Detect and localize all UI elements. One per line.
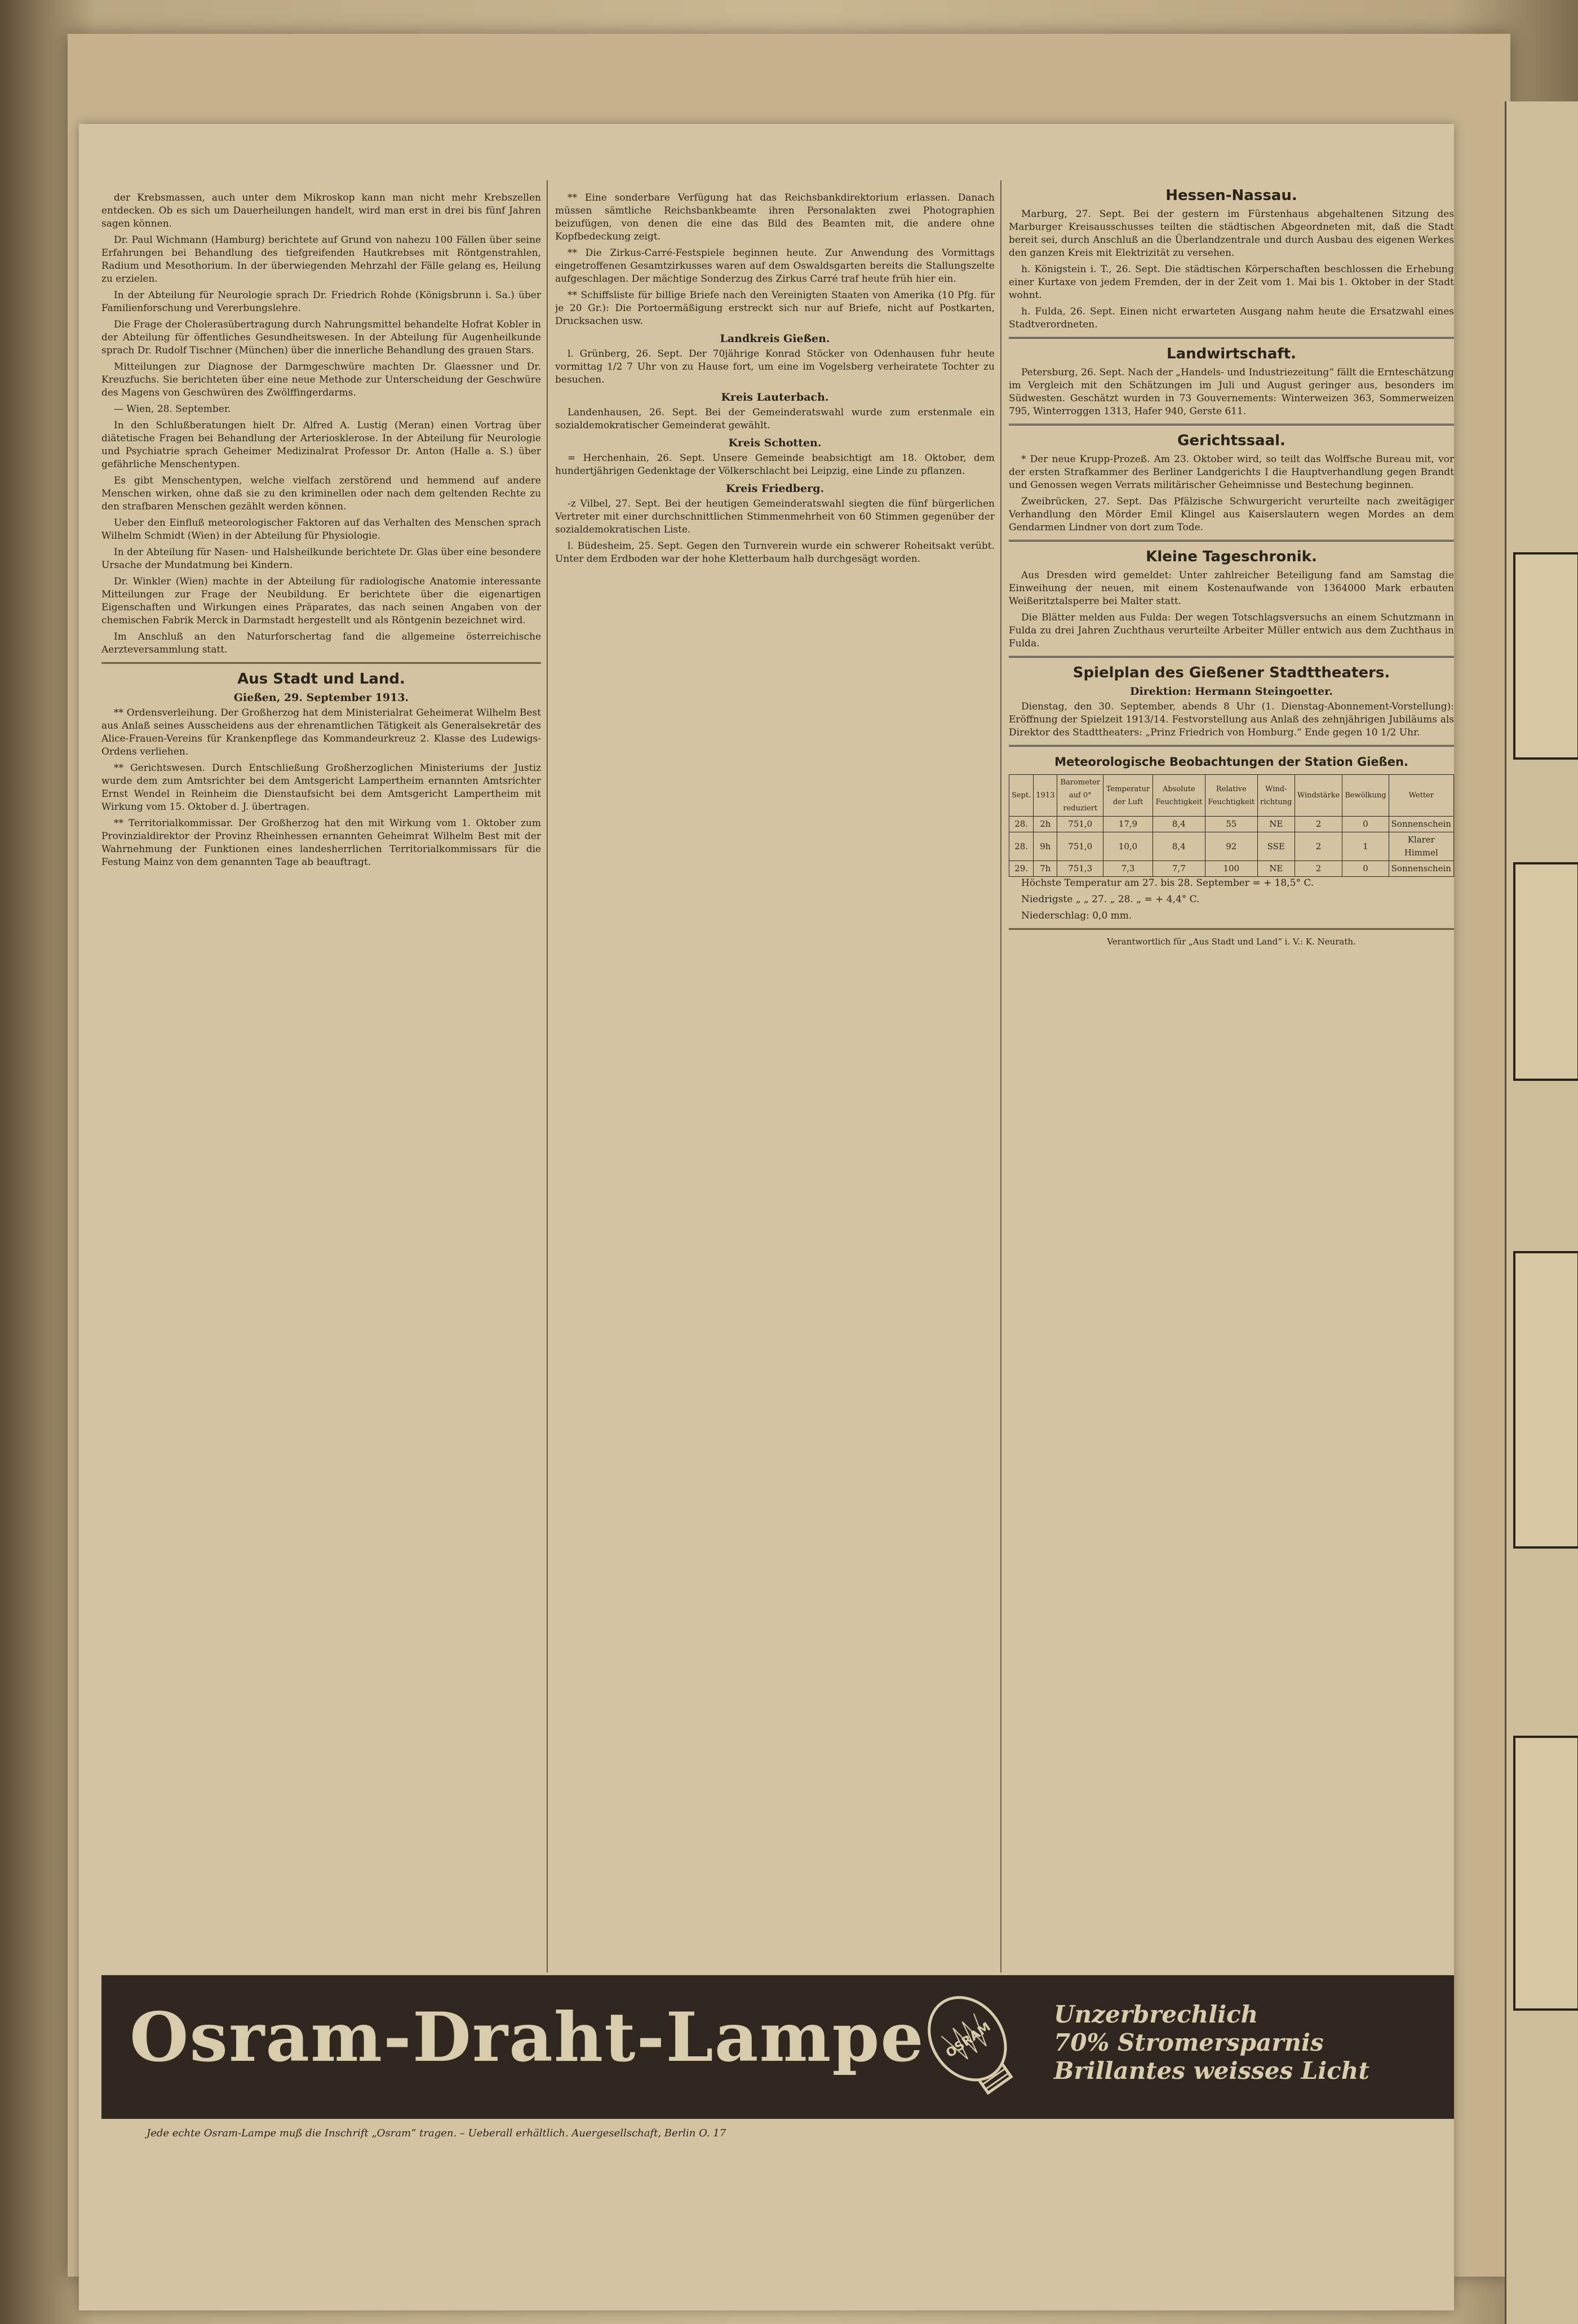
min-temperature: Niedrigste „ „ 27. „ 28. „ = + 4,4° C.: [1021, 894, 1200, 905]
article-paragraph: Die Blätter melden aus Fulda: Der wegen Totschlagsversuchs an einem Schutzmann in Fulda zu drei Jahren Zuchthaus verurteilte Arbeiter Müller entwich aus dem Zuchthaus in Fulda.: [1009, 612, 1454, 649]
table-header-cell: 1913: [1034, 775, 1057, 817]
adjacent-page-strip: [1505, 101, 1578, 2324]
article-paragraph: * Der neue Krupp-Prozeß. Am 23. Oktober wird, so teilt das Wolffsche Bureau mit, vor der ersten Strafkammer des Berliner Landgerichts I die Hauptverhandlung gegen Brandt und Genossen wegen Verrats militärischer Geheimnisse und Bestechung beginnen.: [1009, 454, 1454, 491]
table-cell: 92: [1205, 832, 1257, 861]
ad-footer-text: Jede echte Osram-Lampe muß die Inschrift „Osram“ tragen. – Ueberall erhältlich. Auergesellschaft, Berlin O. 17: [147, 2127, 726, 2139]
theater-schedule: Dienstag, den 30. September, abends 8 Uhr (1. Dienstag-Abonnement-Vorstellung): Eröffnung der Spielzeit 1913/14. Festvorstellung aus Anlaß des zehnjährigen Jubiläums als Direktor des Stadttheaters: „Prinz Friedrich von Homburg.“ Ende gegen 10 1/2 Uhr.: [1009, 701, 1454, 738]
precipitation: Niederschlag: 0,0 mm.: [1021, 910, 1132, 921]
table-cell: 9h: [1034, 832, 1057, 861]
table-cell: 8,4: [1153, 832, 1205, 861]
local-news: [101, 707, 541, 869]
weather-table-body: [1009, 817, 1454, 877]
section-heading: Meteorologische Beobachtungen der Station Gießen.: [1054, 755, 1408, 769]
table-cell: 28.: [1009, 832, 1034, 861]
table-cell: 10,0: [1103, 832, 1153, 861]
table-cell: 55: [1205, 817, 1257, 832]
table-header-cell: Windstärke: [1295, 775, 1342, 817]
article-paragraph: — Wien, 28. September.: [114, 403, 231, 415]
article-paragraph: ** Eine sonderbare Verfügung hat das Reichsbankdirektorium erlassen. Danach müssen sämtliche Reichsbankbeamte ihren Personalakten zwei Photographien beizufügen, von denen die eine das Bild des Beamten mit, die andere ohne Kopfbedeckung zeigt.: [555, 192, 995, 242]
region-heading: Kreis Schotten.: [728, 437, 822, 449]
divider: [101, 662, 541, 664]
table-cell: 2h: [1034, 817, 1057, 832]
article-paragraph: Aus Dresden wird gemeldet: Unter zahlreicher Beteiligung fand am Samstag die Einweihung der neuen, mit einem Kostenaufwande von 1364000 Mark erbauten Weißeritztalsperre bei Malter statt.: [1009, 570, 1454, 607]
weather-table-header: [1009, 775, 1454, 817]
ad-brand-name: Osram-Draht-Lampe: [130, 1998, 925, 2077]
article-paragraph: Zweibrücken, 27. Sept. Das Pfälzische Schwurgericht verurteilte nach zweitägiger Verhandlung den Mörder Emil Klingel aus Kaiserslautern wegen Mordes an dem Gendarmen Lindner von dort zum Tode.: [1009, 496, 1454, 533]
divider: [1009, 656, 1454, 658]
hessen-nassau-news: [1009, 208, 1454, 331]
theater-direction: Direktion: Hermann Steingoetter.: [1130, 685, 1333, 698]
ad-slogan: 70% Stromersparnis: [1054, 2029, 1324, 2056]
divider: [1009, 424, 1454, 425]
section-heading: Spielplan des Gießener Stadttheaters.: [1072, 664, 1390, 681]
table-cell: 7,3: [1103, 861, 1153, 877]
region-heading: Kreis Friedberg.: [725, 482, 825, 495]
article-paragraph: Petersburg, 26. Sept. Nach der „Handels- und Industriezeitung“ fällt die Ernteschätzung im Vergleich mit den Schätzungen im Juli und August geringer aus, besonders im Südwesten. Geschätzt wurden in 73 Gouvernements: Winterweizen 363, Sommerweizen 795, Winterroggen 1313, Hafer 940, Gerste 611.: [1009, 367, 1454, 417]
lamp-label: OSRAM: [943, 2020, 994, 2061]
divider: [1009, 337, 1454, 339]
table-cell: 0: [1342, 817, 1389, 832]
article-paragraph: Dr. Winkler (Wien) machte in der Abteilung für radiologische Anatomie interessante Mitteilungen zur Frage der Neubildung. Er berichtete über die eigenartigen Eigenschaften und Wirkungen eines Präparates, das nach seinen Angaben von der chemischen Fabrik Merck in Darmstadt hergestellt und als Röntgenin bezeichnet wird.: [101, 576, 541, 626]
adjacent-ad-box: [1513, 1736, 1578, 2011]
article-paragraph: Im Anschluß an den Naturforschertag fand die allgemeine österreichische Aerzteversammlung statt.: [101, 631, 541, 655]
table-row: [1009, 817, 1454, 832]
column-2-articles: [555, 192, 995, 566]
daily-chronicle: [1009, 569, 1454, 650]
section-heading: Kleine Tageschronik.: [1146, 548, 1317, 565]
column-separator: [1000, 180, 1001, 1972]
adjacent-ad-box: [1513, 862, 1578, 1081]
table-header-cell: Barometer auf 0° reduziert: [1057, 775, 1103, 817]
table-cell: 29.: [1009, 861, 1034, 877]
table-header-cell: Sept.: [1009, 775, 1034, 817]
table-header-cell: Wetter: [1389, 775, 1453, 817]
article-paragraph: l. Grünberg, 26. Sept. Der 70jährige Konrad Stöcker von Odenhausen fuhr heute vormittag 1/2 7 Uhr von zu Hause fort, um eine im Vogelsberg verheiratete Tochter zu besuchen.: [555, 348, 995, 385]
article-paragraph: Marburg, 27. Sept. Bei der gestern im Fürstenhaus abgehaltenen Sitzung des Marburger Kreisausschusses teilten die städtischen Abgeordneten mit, daß die Stadt bereit sei, durch Anschluß an die Überlandzentrale und durch Ausbau des eigenen Werkes den ganzen Kreis mit Elektrizität zu versehen.: [1009, 209, 1454, 259]
article-paragraph: Landenhausen, 26. Sept. Bei der Gemeinderatswahl wurde zum erstenmale ein sozialdemokratischer Gemeinderat gewählt.: [555, 407, 995, 431]
ad-slogan: Brillantes weisses Licht: [1054, 2057, 1369, 2084]
article-paragraph: In den Schlußberatungen hielt Dr. Alfred A. Lustig (Meran) einen Vortrag über diätetische Fragen bei Behandlung der Arteriosklerose. In der Abteilung für Neurologie und Psychiatrie sprach Geheimer Medizinalrat Professor Dr. Anton (Halle a. S.) über gefährliche Menschentypen.: [101, 420, 541, 470]
light-bulb-icon: [907, 1981, 1037, 2110]
table-cell: Sonnenschein: [1389, 861, 1453, 877]
article-paragraph: ** Ordensverleihung. Der Großherzog hat dem Ministerialrat Geheimerat Wilhelm Best aus Anlaß seines Ausscheidens aus der ehrenamtlichen Tätigkeit als Generalsekretär des Alice-Frauen-Vereins für Krankenpflege das Kommandeurkreuz 2. Klasse des Ludewigs-Ordens verliehen.: [101, 707, 541, 757]
table-cell: 1: [1342, 832, 1389, 861]
table-cell: 7,7: [1153, 861, 1205, 877]
table-cell: 751,3: [1057, 861, 1103, 877]
article-paragraph: ** Gerichtswesen. Durch Entschließung Großherzoglichen Ministeriums der Justiz wurde dem zum Amtsrichter bei dem Amtsgericht Lampertheim ernannten Amtsrichter Ernst Wendel in Reinheim die Dienstaufsicht bei dem Amtsgericht Lampertheim mit Wirkung vom 15. Oktober d. J. übertragen.: [101, 762, 541, 813]
table-header-cell: Relative Feuchtigkeit: [1205, 775, 1257, 817]
adjacent-ad-box: [1513, 552, 1578, 760]
table-cell: 2: [1295, 817, 1342, 832]
agriculture-news: [1009, 366, 1454, 418]
table-cell: Sonnenschein: [1389, 817, 1453, 832]
table-cell: 2: [1295, 861, 1342, 877]
section-heading: Gerichtssaal.: [1177, 432, 1286, 449]
table-header-cell: Absolute Feuchtigkeit: [1153, 775, 1205, 817]
table-header-cell: Temperatur der Luft: [1103, 775, 1153, 817]
article-paragraph: der Krebsmassen, auch unter dem Mikroskop kann man nicht mehr Krebszellen entdecken. Ob es sich um Dauerheilungen handelt, wird man erst in drei bis fünf Jahren sagen können.: [101, 192, 541, 229]
article-paragraph: = Herchenhain, 26. Sept. Unsere Gemeinde beabsichtigt am 18. Oktober, dem hundertjährigen Gedenktage der Völkerschlacht bei Leipzig, eine Linde zu pflanzen.: [555, 453, 995, 477]
article-paragraph: ** Die Zirkus-Carré-Festspiele beginnen heute. Zur Anwendung des Vormittags eingetroffenen Gesamtzirkusses waren auf dem Oswaldsgarten bereits die Stallungszelte aufgeschlagen. Der mächtige Sonderzug des Zirkus Carré traf heute früh hier ein.: [555, 247, 995, 285]
max-temperature: Höchste Temperatur am 27. bis 28. September = + 18,5° C.: [1021, 877, 1314, 889]
adjacent-ad-box: [1513, 1251, 1578, 1549]
article-paragraph: l. Büdesheim, 25. Sept. Gegen den Turnverein wurde ein schwerer Roheitsakt verübt. Unter dem Erdboden war der hohe Kletterbaum halb durchgesägt worden.: [555, 540, 995, 565]
divider: [1009, 540, 1454, 542]
article-paragraph: In der Abteilung für Nasen- und Halsheilkunde berichtete Dr. Glas über eine besondere Ursache der Mundatmung bei Kindern.: [101, 547, 541, 571]
table-cell: 751,0: [1057, 832, 1103, 861]
table-header-cell: Wind-richtung: [1257, 775, 1295, 817]
column-separator: [547, 180, 548, 1972]
article-paragraph: h. Fulda, 26. Sept. Einen nicht erwarteten Ausgang nahm heute die Ersatzwahl eines Stadtverordneten.: [1009, 306, 1454, 330]
court-news: [1009, 453, 1454, 534]
column-1: [101, 192, 541, 2029]
region-heading: Kreis Lauterbach.: [721, 391, 829, 403]
divider: [1009, 928, 1454, 930]
section-heading: Hessen-Nassau.: [1165, 187, 1297, 204]
table-cell: SSE: [1257, 832, 1295, 861]
article-paragraph: Es gibt Menschentypen, welche vielfach zerstörend und hemmend auf andere Menschen wirken, ohne daß sie zu den kriminellen oder nach dem geltenden Rechte zu den strafbaren Menschen gezählt werden können.: [101, 475, 541, 512]
table-header-cell: Bewölkung: [1342, 775, 1389, 817]
column-1-articles: [101, 192, 541, 657]
table-cell: Klarer Himmel: [1389, 832, 1453, 861]
region-heading: Landkreis Gießen.: [720, 332, 830, 345]
weather-table: [1009, 774, 1454, 877]
table-cell: 17,9: [1103, 817, 1153, 832]
article-paragraph: Ueber den Einfluß meteorologischer Faktoren auf das Verhalten des Menschen sprach Wilhelm Schmidt (Wien) in der Abteilung für Physiologie.: [101, 517, 541, 542]
table-cell: 751,0: [1057, 817, 1103, 832]
section-heading: Landwirtschaft.: [1167, 345, 1296, 362]
article-paragraph: Dr. Paul Wichmann (Hamburg) berichtete auf Grund von nahezu 100 Fällen über seine Erfahrungen bei Behandlung des tiefgreifenden Hautkrebses mit Röntgenstrahlen, Radium und Mesothorium. In der überwiegenden Mehrzahl der Fälle gelang es, Heilung zu erzielen.: [101, 234, 541, 285]
column-3: [1009, 180, 1454, 2017]
article-paragraph: ** Schiffsliste für billige Briefe nach den Vereinigten Staaten von Amerika (10 Pfg. für je 20 Gr.): Die Portoermäßigung erstreckt sich nur auf Briefe, nicht auf Postkarten, Drucksachen usw.: [555, 290, 995, 327]
ad-slogan: Unzerbrechlich: [1054, 2001, 1258, 2028]
article-paragraph: -z Vilbel, 27. Sept. Bei der heutigen Gemeinderatswahl siegten die fünf bürgerlichen Vertreter mit einer durchschnittlichen Stimmenmehrheit von 60 Stimmen gegenüber der sozialdemokratischen Liste.: [555, 498, 995, 535]
table-cell: 100: [1205, 861, 1257, 877]
ad-slogans: [1054, 2001, 1369, 2085]
table-row: [1009, 861, 1454, 877]
article-paragraph: Mitteilungen zur Diagnose der Darmgeschwüre machten Dr. Glaessner und Dr. Kreuzfuchs. Sie berichteten über eine neue Methode zur Unterscheidung der Geschwüre des Magens von Geschwüren des Zwölffingerdarms.: [101, 361, 541, 398]
table-row: [1009, 832, 1454, 861]
section-heading: Aus Stadt und Land.: [237, 671, 405, 688]
column-2: [555, 192, 995, 2029]
table-cell: 2: [1295, 832, 1342, 861]
table-cell: NE: [1257, 817, 1295, 832]
article-paragraph: Die Frage der Cholerasübertragung durch Nahrungsmittel behandelte Hofrat Kobler in der Abteilung für öffentliches Gesundheitswesen. In der Abteilung für Augenheilkunde sprach Dr. Rudolf Tischner (München) über die innerliche Behandlung des grauen Stars.: [101, 319, 541, 356]
article-paragraph: In der Abteilung für Neurologie sprach Dr. Friedrich Rohde (Königsbrunn i. Sa.) über Familienforschung und Vererbungslehre.: [101, 290, 541, 314]
table-cell: 7h: [1034, 861, 1057, 877]
article-paragraph: ** Territorialkommissar. Der Großherzog hat den mit Wirkung vom 1. Oktober zum Provinzialdirektor der Provinz Rheinhessen ernannten Geheimrat Wilhelm Best mit der Wahrnehmung der Funktionen eines landesherrlichen Territorialkommissars für die Festung Mainz von dem genannten Tage ab beauftragt.: [101, 818, 541, 868]
divider: [1009, 745, 1454, 747]
table-cell: 0: [1342, 861, 1389, 877]
editor-signature: Verantwortlich für „Aus Stadt und Land“ i. V.: K. Neurath.: [1107, 937, 1356, 947]
table-cell: 8,4: [1153, 817, 1205, 832]
article-paragraph: h. Königstein i. T., 26. Sept. Die städtischen Körperschaften beschlossen die Erhebung einer Kurtaxe von jedem Fremden, der in der Zeit vom 1. Mai bis 1. Oktober in der Stadt wohnt.: [1009, 264, 1454, 301]
dateline: Gießen, 29. September 1913.: [233, 691, 409, 704]
table-cell: NE: [1257, 861, 1295, 877]
osram-advertisement: [101, 1975, 1454, 2119]
table-cell: 28.: [1009, 817, 1034, 832]
